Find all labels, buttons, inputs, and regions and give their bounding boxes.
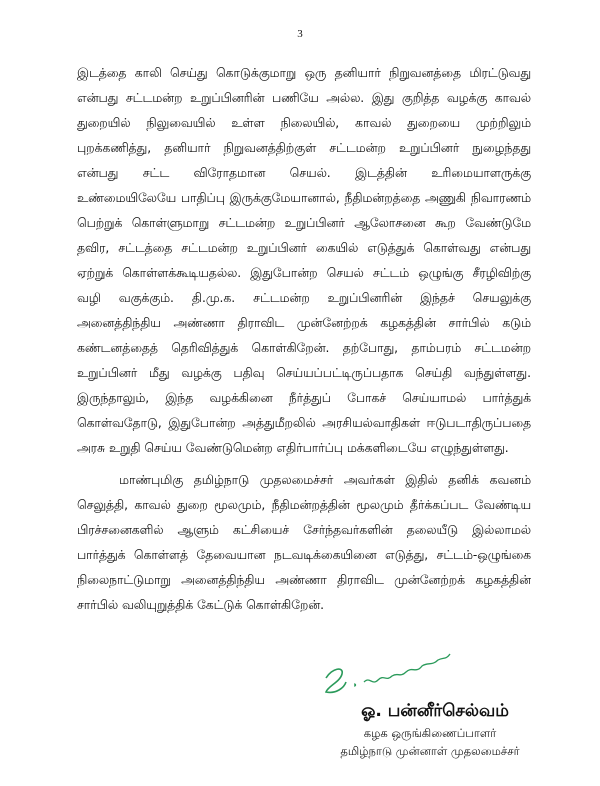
text-line: தவிர, சட்டத்தை சட்டமன்ற உறுப்பினர் கையில் எடுத்துக் கொள்வது என்பது (77, 241, 531, 255)
designation-former-cm: தமிழ்நாடு முன்னாள் முதலமைச்சர் (340, 744, 520, 758)
text-line: நிலைநாட்டுமாறு அனைத்திந்திய அண்ணா திராவிட முன்னேற்றக் கழகத்தின் (77, 573, 531, 587)
text-line: பார்த்துக் கொள்ளத் தேவையான நடவடிக்கையினை எடுத்து, சட்டம்-ஒழுங்கை (77, 548, 531, 562)
text-line: கொள்வதோடு, இதுபோன்ற அத்துமீறலில் அரசியல்வாதிகள் ஈடுபடாதிருப்பதை (77, 416, 531, 430)
text-line: செலுத்தி, காவல் துறை மூலமும், நீதிமன்றத்தின் மூலமும் தீர்க்கப்பட வேண்டிய (77, 498, 531, 512)
handwritten-signature (318, 648, 498, 698)
paragraph-1 (77, 61, 531, 461)
text-line: உண்மையிலேயே பாதிப்பு இருக்குமேயானால், நீதிமன்றத்தை அணுகி நிவாரணம் (77, 191, 531, 205)
text-line: துறையில் நிலுவையில் உள்ள நிலையில், காவல் துறையை முற்றிலும் (77, 116, 531, 130)
page-number: 3 (297, 28, 303, 40)
text-line: என்பது சட்ட விரோதமான செயல். இடத்தின் உரிமையாளருக்கு (77, 166, 531, 180)
text-line: சார்பில் வலியுறுத்திக் கேட்டுக் கொள்கிறேன். (77, 598, 325, 612)
text-line: இடத்தை காலி செய்து கொடுக்குமாறு ஒரு தனியார் நிறுவனத்தை மிரட்டுவது (77, 66, 531, 80)
text-line: வழி வகுக்கும். தி.மு.க. சட்டமன்ற உறுப்பினரின் இந்தச் செயலுக்கு (77, 291, 531, 305)
paragraph-2 (77, 468, 531, 618)
signatory-name: ஓ. பன்னீர்செல்வம் (361, 701, 509, 721)
text-line: கண்டனத்தைத் தெரிவித்துக் கொள்கிறேன். தற்போது, தாம்பரம் சட்டமன்ற (77, 341, 531, 355)
text-line: பெற்றுக் கொள்ளுமாறு சட்டமன்ற உறுப்பினர் ஆலோசனை கூற வேண்டுமே (77, 216, 531, 230)
designation-party: கழக ஒருங்கிணைப்பாளர் (363, 726, 497, 740)
text-line: உறுப்பினர் மீது வழக்கு பதிவு செய்யப்பட்டிருப்பதாக செய்தி வந்துள்ளது. (77, 366, 531, 380)
text-line: அனைத்திந்திய அண்ணா திராவிட முன்னேற்றக் கழகத்தின் சார்பில் கடும் (77, 316, 531, 330)
text-line: புறக்கணித்து, தனியார் நிறுவனத்திற்குள் சட்டமன்ற உறுப்பினர் நுழைந்தது (77, 141, 531, 155)
text-line: மாண்புமிகு தமிழ்நாடு முதலமைச்சர் அவர்கள் இதில் தனிக் கவனம் (119, 473, 531, 487)
text-line: பிரச்சனைகளில் ஆளும் கட்சியைச் சேர்ந்தவர்களின் தலையீடு இல்லாமல் (77, 523, 531, 537)
text-line: ஏற்றுக் கொள்ளக்கூடியதல்ல. இதுபோன்ற செயல் சட்டம் ஒழுங்கு சீரழிவிற்கு (77, 266, 531, 280)
text-line: அரசு உறுதி செய்ய வேண்டுமென்ற எதிர்பார்ப்பு மக்களிடையே எழுந்துள்ளது. (77, 441, 509, 455)
text-line: என்பது சட்டமன்ற உறுப்பினரின் பணியே அல்ல. இது குறித்த வழக்கு காவல் (77, 91, 531, 105)
text-line: இருந்தாலும், இந்த வழக்கினை நீர்த்துப் போகச் செய்யாமல் பார்த்துக் (77, 391, 531, 405)
